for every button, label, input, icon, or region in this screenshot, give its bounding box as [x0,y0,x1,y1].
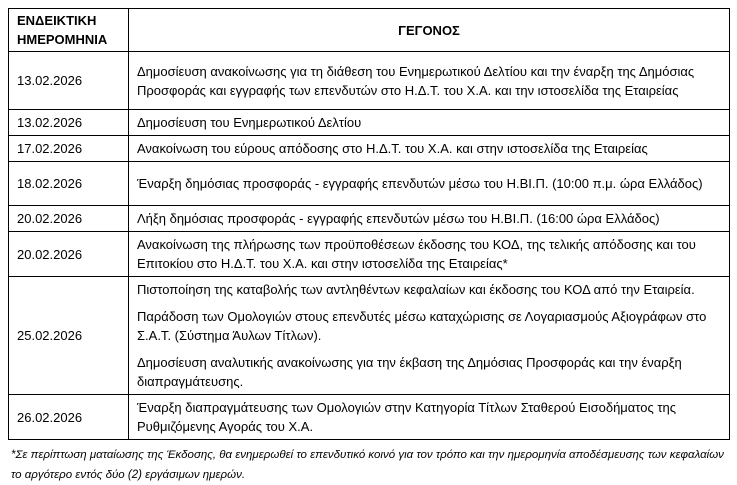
column-header-event: ΓΕΓΟΝΟΣ [129,9,730,52]
date-cell: 20.02.2026 [9,206,129,232]
table-row [9,110,730,136]
date-cell: 25.02.2026 [9,277,129,395]
event-cell [129,136,730,162]
event-cell [129,52,730,110]
event-text: Έναρξη διαπραγμάτευσης των Ομολογιών στην Κατηγορία Τίτλων Σταθερού Εισοδήματος της Ρυθμιζόμενης Αγοράς του Χ.Α. [137,400,676,434]
column-header-date: ΕΝΔΕΙΚΤΙΚΗ ΗΜΕΡΟΜΗΝΙΑ [9,9,129,52]
table-row [9,162,730,206]
event-text: Λήξη δημόσιας προσφοράς - εγγραφής επενδυτών μέσω του Η.ΒΙ.Π. (16:00 ώρα Ελλάδος) [137,211,660,226]
event-text: Δημοσίευση του Ενημερωτικού Δελτίου [137,115,362,130]
event-text: Παράδοση των Ομολογιών στους επενδυτές μέσω καταχώρισης σε Λογαριασμούς Αξιογράφων στο Σ.Α.Τ. (Σύστημα Άυλων Τίτλων). [137,309,707,343]
offering-timetable-table [8,8,730,440]
date-cell: 17.02.2026 [9,136,129,162]
table-row [9,52,730,110]
event-text: Δημοσίευση αναλυτικής ανακοίνωσης για την έκβαση της Δημόσιας Προσφοράς και την έναρξη διαπραγμάτευσης. [137,355,682,389]
table-row [9,395,730,440]
table-header-row [9,9,730,52]
event-cell [129,206,730,232]
event-cell [129,395,730,440]
table-row [9,136,730,162]
event-cell [129,277,730,395]
event-cell [129,232,730,277]
table-row [9,206,730,232]
table-row [9,277,730,395]
date-cell: 13.02.2026 [9,110,129,136]
event-text: Δημοσίευση ανακοίνωσης για τη διάθεση του Ενημερωτικού Δελτίου και την έναρξη της Δημόσιας Προσφοράς και εγγραφής των επενδυτών στο Η.Δ.Τ. του Χ.Α. και την ιστοσελίδα της Εταιρείας [137,63,695,98]
date-cell: 13.02.2026 [9,52,129,110]
date-cell: 18.02.2026 [9,162,129,206]
event-cell [129,110,730,136]
event-text: Ανακοίνωση του εύρους απόδοσης στο Η.Δ.Τ. του Χ.Α. και στην ιστοσελίδα της Εταιρείας [137,141,648,156]
event-cell [129,162,730,206]
footnote-text: *Σε περίπτωση ματαίωσης της Έκδοσης, θα ενημερωθεί το επενδυτικό κοινό για τον τρόπο και την ημερομηνία αποδέσμευσης των κεφαλαίων το αργότερο εντός δύο (2) εργάσιμων ημερών. [11,449,724,481]
event-text: Ανακοίνωση της πλήρωσης των προϋποθέσεων έκδοσης του ΚΟΔ, της τελικής απόδοσης και του Επιτοκίου στο Η.Δ.Τ. του Χ.Α. και στην ιστοσελίδα της Εταιρείας* [137,237,696,271]
event-text: Πιστοποίηση της καταβολής των αντληθέντων κεφαλαίων και έκδοσης του ΚΟΔ από την Εταιρεία. [137,282,695,297]
date-cell: 26.02.2026 [9,395,129,440]
table-row [9,232,730,277]
date-cell: 20.02.2026 [9,232,129,277]
event-text: Έναρξη δημόσιας προσφοράς - εγγραφής επενδυτών μέσω του Η.ΒΙ.Π. (10:00 π.μ. ώρα Ελλάδος) [137,176,703,191]
